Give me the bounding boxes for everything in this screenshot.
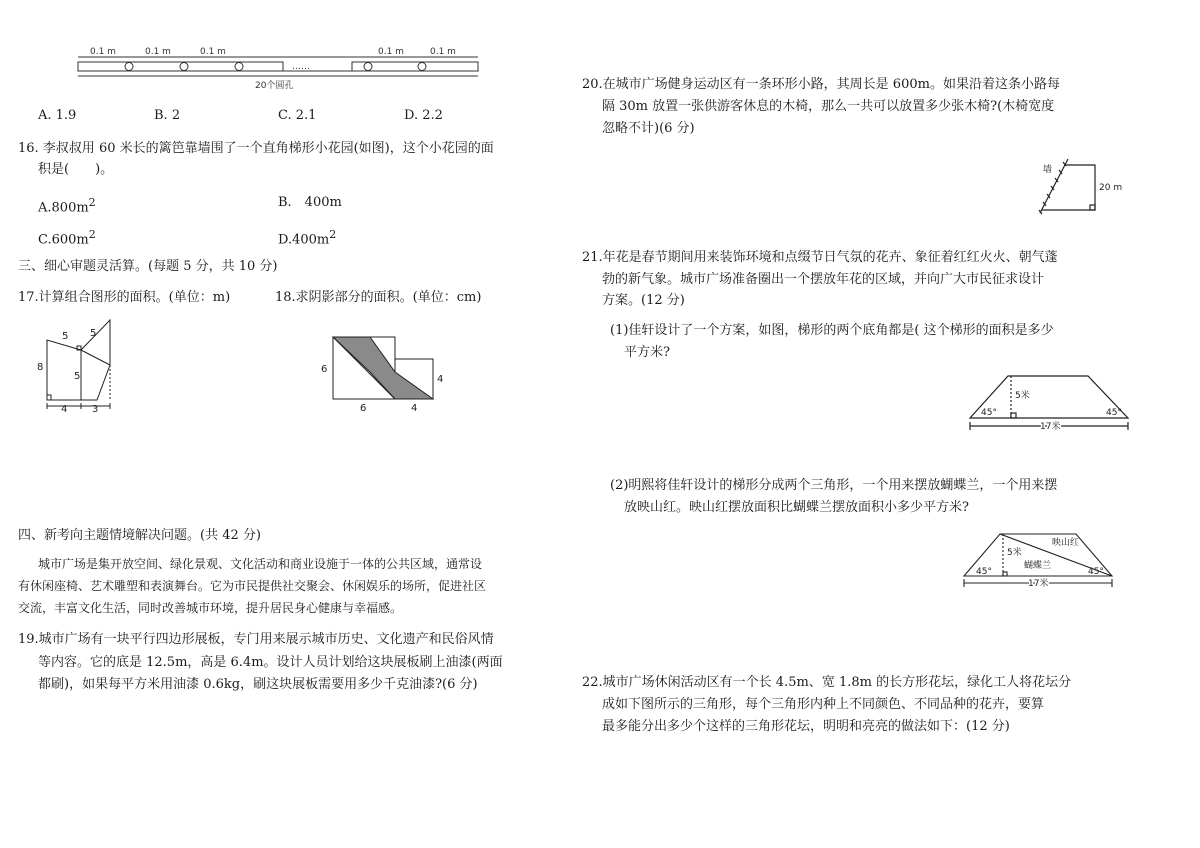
q20-line: 忽略不计)(6 分) [602,121,695,136]
q22-line: 成如下图所示的三角形，每个三角形内种上不同颜色、不同品种的花卉，要算 [602,697,1045,712]
q15-option-a: A. 1.9 [38,108,77,123]
q16-line1: 16. 李叔叔用 60 米长的篱笆靠墙围了一个直角梯形小花园(如图)，这个小花园的面 [18,141,494,156]
triangle-label: 映山红 [1052,538,1080,548]
q15-option-d: D. 2.2 [404,108,443,123]
q17-label: 4 [61,404,68,415]
q18-label: 4 [437,374,444,385]
angle-label: 45° [981,408,997,418]
q17-label: 8 [37,362,44,373]
q21-line: 21.年花是春节期间用来装饰环境和点缀节日气氛的花卉、象征着红红火火、朝气蓬 [582,250,1058,265]
q20-line: 隔 30m 放置一张供游客休息的木椅，那么一共可以放置多少张木椅?(木椅宽度 [602,99,1055,114]
q21-trapezoid-figure [966,368,1136,433]
base-label: 17米 [1040,422,1061,432]
base-label: 17米 [1028,579,1049,589]
wall-garden-figure [1030,155,1140,220]
q18-title: 18.求阴影部分的面积。(单位：cm) [275,290,482,305]
q21-line: 勃的新气象。城市广场准备圈出一个摆放年花的区域，并向广大市民征求设计 [602,272,1045,287]
section4-heading: 四、新考向主题情境解决问题。(共 42 分) [18,528,261,543]
ellipsis: …… [292,62,310,72]
q17-label: 5 [90,328,97,339]
context-line: 交流，丰富文化生活，同时改善城市环境，提升居民身心健康与幸福感。 [18,601,403,615]
q17-label: 5 [74,371,81,382]
q17-title: 17.计算组合图形的面积。(单位：m) [18,290,231,305]
section3-heading: 三、细心审题灵活算。(每题 5 分，共 10 分) [18,259,278,274]
q22-line: 22.城市广场休闲活动区有一个长 4.5m、宽 1.8m 的长方形花坛，绿化工人将花坛分 [582,675,1072,690]
q19-line: 19.城市广场有一块平行四边形展板，专门用来展示城市历史、文化遗产和民俗风情 [18,632,494,647]
height-label: 5米 [1007,548,1022,558]
angle-label: 45° [1106,408,1122,418]
segment-label: 0.1 m [430,47,456,57]
context-line: 城市广场是集开放空间、绿化景观、文化活动和商业设施于一体的公共区域，通常设 [38,557,483,571]
q21-part2-line: (2)明熙将佳轩设计的梯形分成两个三角形，一个用来摆放蝴蝶兰，一个用来摆 [610,478,1058,493]
q16-line2: 积是( )。 [38,162,114,177]
hole-caption: 20个圆孔 [255,81,294,91]
length-label: 20 m [1099,183,1123,193]
q18-figure [318,332,448,417]
q18-label: 4 [411,403,418,414]
q16-option-b: B. 400m [278,195,342,210]
hole-pipe-figure [70,42,490,92]
segment-label: 0.1 m [145,47,171,57]
q21-line: 方案。(12 分) [602,293,685,308]
q16-option-c: $C.600m^2$ [38,228,96,248]
segment-label: 0.1 m [200,47,226,57]
q19-line: 等内容。它的底是 12.5m，高是 6.4m。设计人员计划给这块展板刷上油漆(两面 [38,655,503,670]
q15-option-b: B. 2 [154,108,181,123]
q17-label: 5 [62,331,69,342]
q21-split-trapezoid-figure [960,528,1120,590]
q21-part2-line: 放映山红。映山红摆放面积比蝴蝶兰摆放面积小多少平方米? [624,500,969,515]
q20-line: 20.在城市广场健身运动区有一条环形小路，其周长是 600m。如果沿着这条小路每 [582,77,1060,92]
q16-option-a: $A.800m^2$ [38,196,96,216]
q16-option-d: $D.400m^2$ [278,228,337,248]
q21-part1-line: (1)佳轩设计了一个方案，如图，梯形的两个底角都是( 这个梯形的面积是多少 [610,323,1054,338]
q17-figure [32,315,122,415]
height-label: 5米 [1015,391,1030,401]
q21-part1-line: 平方米? [624,345,670,360]
angle-label: 45° [1088,567,1104,577]
segment-label: 0.1 m [90,47,116,57]
q17-label: 3 [92,404,99,415]
segment-label: 0.1 m [378,47,404,57]
q15-option-c: C. 2.1 [278,108,317,123]
triangle-label: 蝴蝶兰 [1024,561,1052,571]
q18-label: 6 [321,364,328,375]
q22-line: 最多能分出多少个这样的三角形花坛，明明和亮亮的做法如下：(12 分) [602,719,1010,734]
wall-label: 墙 [1043,165,1053,175]
q18-label: 6 [360,403,367,414]
angle-label: 45° [976,567,992,577]
context-line: 有休闲座椅、艺术雕塑和表演舞台。它为市民提供社交聚会、休闲娱乐的场所，促进社区 [18,579,487,593]
q19-line: 都刷)，如果每平方米用油漆 0.6kg，刷这块展板需要用多少千克油漆?(6 分) [38,677,478,692]
